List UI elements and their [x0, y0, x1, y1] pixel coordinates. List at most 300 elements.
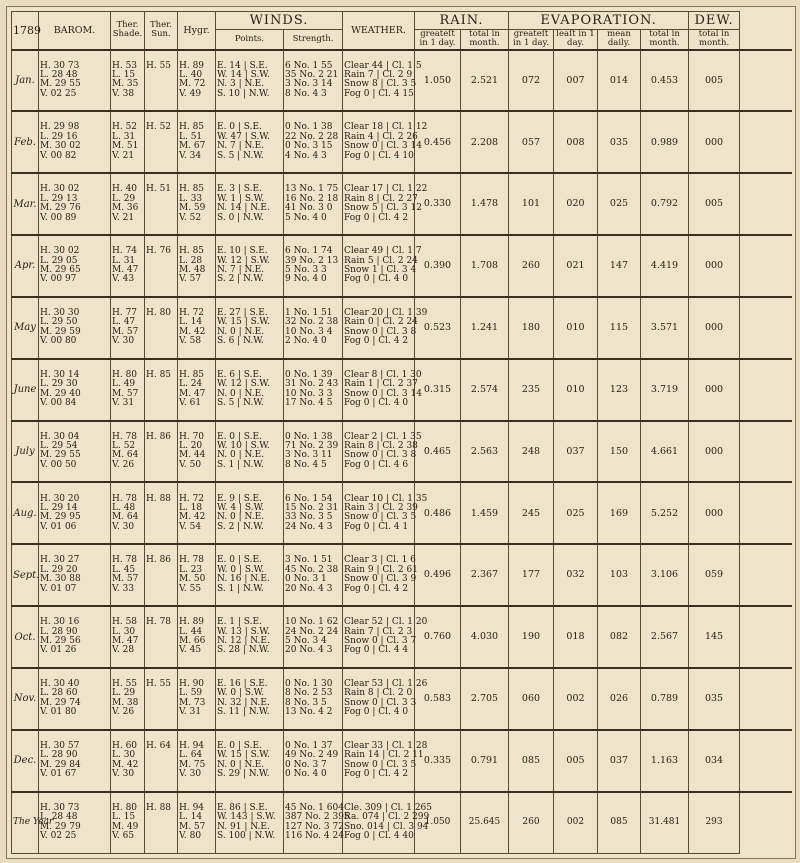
wind-points-cell-line: N. 0 | N.E.	[217, 450, 265, 461]
month-label: May	[12, 297, 39, 359]
evap-least-cell: 018	[554, 606, 598, 668]
ther-sun-cell	[145, 544, 178, 606]
evap-mean-cell: 026	[598, 668, 641, 730]
weather-cell	[343, 606, 428, 668]
month-row	[12, 50, 792, 112]
barometer-cell-line: L. 29 13	[40, 193, 78, 204]
hygrometer-cell-line: H. 78	[179, 555, 205, 566]
hygrometer-cell-line: M. 67	[179, 141, 206, 152]
barometer-cell-line: L. 29 54	[40, 441, 78, 452]
evap-total-cell: 1.163	[641, 730, 689, 792]
evap-greatest-cell: 245	[509, 482, 554, 544]
wind-strength-cell-line: 22 No. 2 28	[285, 131, 339, 142]
evap-total-cell: 3.571	[641, 297, 689, 359]
wind-strength-heading: Strength.	[284, 30, 343, 50]
ther-sun-cell-line	[146, 195, 176, 204]
ther-shade-cell-line: L. 15	[112, 70, 136, 81]
wind-strength-cell-line: 5 No. 3 3	[285, 264, 327, 275]
month-label: Dec.	[12, 730, 39, 792]
hygrometer-cell-line: L. 59	[179, 688, 203, 699]
month-label: Mar.	[12, 173, 39, 235]
hygrometer-cell	[178, 50, 216, 112]
wind-strength-cell	[284, 50, 343, 112]
ther-sun-cell-line: H. 86	[146, 431, 172, 442]
hygrometer-cell	[178, 421, 216, 483]
ther-shade-cell-line: M. 57	[112, 388, 139, 399]
weather-cell-line: Fog 0 | Cl. 4 15	[344, 88, 414, 99]
wind-points-cell-line: S. 5 | N.W.	[217, 150, 264, 161]
ther-shade-cell	[111, 482, 145, 544]
ther-sun-cell	[145, 668, 178, 730]
ther-sun-cell-line	[146, 204, 176, 213]
hygrometer-cell	[178, 730, 216, 792]
ther-shade-cell	[111, 359, 145, 421]
ther-sun-cell-line	[146, 513, 176, 522]
rain-heading: RAIN.	[415, 12, 509, 30]
ther-shade-cell-line: V. 33	[112, 583, 135, 594]
wind-points-cell-line: E. 9 | S.E.	[217, 493, 262, 504]
evap-greatest-cell: 057	[509, 111, 554, 173]
wind-points-cell	[216, 359, 284, 421]
wind-points-cell-line: N. 7 | N.E.	[217, 264, 265, 275]
evap-least-cell: 010	[554, 297, 598, 359]
dew-total-heading: total in month.	[689, 30, 740, 50]
month-row	[12, 111, 792, 173]
rain-total-cell: 1.459	[461, 482, 509, 544]
hygrometer-cell-line: M. 44	[179, 450, 206, 461]
wind-points-cell	[216, 111, 284, 173]
ther-sun-cell-line	[146, 90, 176, 99]
wind-points-cell-line: S. 28 | N.W.	[217, 645, 270, 656]
barometer-cell-line: M. 29 55	[40, 79, 81, 90]
evap-mean-cell: 115	[598, 297, 641, 359]
weather-cell	[343, 668, 428, 730]
hygrometer-cell-line: H. 90	[179, 679, 205, 690]
weather-cell	[343, 482, 428, 544]
evap-greatest-cell: 180	[509, 297, 554, 359]
weather-cell-line: Clear 44 | Cl. 1 5	[344, 60, 422, 71]
dew-cell: 000	[689, 111, 740, 173]
hygrometer-cell-line: H. 72	[179, 493, 205, 504]
weather-cell-line: Fog 0 | Cl. 4 2	[344, 212, 409, 223]
evap-mean-cell: 082	[598, 606, 641, 668]
weather-cell	[343, 421, 422, 483]
evap-total-cell: 2.567	[641, 606, 689, 668]
evap-total-cell: 5.252	[641, 482, 689, 544]
wind-points-cell-line: E. 0 | S.E.	[217, 555, 262, 566]
ther-sun-cell-line: H. 55	[146, 679, 172, 690]
evap-total-cell: 0.989	[641, 111, 689, 173]
weather-cell-line: Rain 7 | Cl. 2 9	[344, 70, 413, 81]
month-label: Feb.	[12, 111, 39, 173]
ther-sun-cell-line	[146, 257, 176, 266]
month-row	[12, 730, 792, 792]
ther-sun-cell-line	[146, 761, 176, 770]
hygrometer-cell-line: H. 85	[179, 184, 205, 195]
wind-points-cell-line: E. 1 | S.E.	[217, 617, 262, 628]
barometer-cell	[39, 730, 111, 792]
weather-cell	[343, 50, 422, 112]
ther-shade-cell	[111, 173, 145, 235]
ther-sun-cell-line	[146, 832, 176, 841]
rain-greatest-cell: 0.486	[415, 482, 461, 544]
evap-least-cell: 025	[554, 482, 598, 544]
ther-shade-cell-line: V. 30	[112, 769, 135, 780]
barometer-heading: BAROM.	[39, 12, 111, 50]
weather-cell	[343, 173, 428, 235]
barometer-cell-line: V. 02 25	[40, 831, 77, 842]
ther-shade-cell-line: V. 28	[112, 645, 135, 656]
barometer-cell	[39, 235, 111, 297]
wind-strength-cell	[284, 544, 343, 606]
ther-shade-cell-line: H. 40	[112, 184, 138, 195]
evap-total-cell: 0.789	[641, 668, 689, 730]
evap-mean-cell: 014	[598, 50, 641, 112]
rain-greatest-cell: 0.330	[415, 173, 461, 235]
ther-shade-cell-line: H. 60	[112, 740, 138, 751]
hygrometer-cell-line: L. 28	[179, 255, 203, 266]
ther-shade-cell	[111, 668, 145, 730]
ther-sun-cell	[145, 111, 178, 173]
weather-cell-line: Fog 0 | Cl. 4 0	[344, 398, 409, 409]
weather-cell-line: Snow 0 | Cl. 3 7	[344, 636, 417, 647]
wind-strength-cell-line: 41 No. 3 0	[285, 203, 333, 214]
barometer-cell-line: M. 29 40	[40, 388, 81, 399]
wind-points-cell-line: S. 2 | N.W.	[217, 274, 264, 285]
ther-shade-cell-line: M. 42	[112, 759, 139, 770]
rain-total-cell: 0.791	[461, 730, 509, 792]
wind-strength-cell-line: 6 No. 1 55	[285, 60, 333, 71]
wind-strength-cell-line: 8 No. 3 5	[285, 697, 327, 708]
wind-strength-cell-line: 20 No. 4 3	[285, 645, 333, 656]
table-header	[12, 12, 792, 50]
thermometer-sun-heading: Ther. Sun.	[145, 12, 178, 50]
evap-least-cell: 021	[554, 235, 598, 297]
ther-sun-cell-line: H. 52	[146, 122, 172, 133]
ther-shade-cell-line: L. 30	[112, 626, 136, 637]
ther-shade-cell-line: H. 78	[112, 431, 138, 442]
barometer-cell-line: H. 29 98	[40, 122, 80, 133]
barometer-cell	[39, 421, 111, 483]
wind-strength-cell-line: 4 No. 4 3	[285, 150, 327, 161]
hygrometer-cell-line: L. 20	[179, 441, 203, 452]
weather-cell-line: Clear 17 | Cl. 1 22	[344, 184, 428, 195]
hygrometer-cell-line: M. 50	[179, 574, 206, 585]
evap-least-cell: 002	[554, 792, 598, 854]
weather-cell-line: Clear 33 | Cl. 1 28	[344, 740, 428, 751]
evap-greatest-cell: 177	[509, 544, 554, 606]
barometer-cell-line: V. 01 80	[40, 707, 77, 718]
ther-shade-cell-line: M. 64	[112, 512, 139, 523]
ther-shade-cell	[111, 235, 145, 297]
evap-greatest-cell: 260	[509, 792, 554, 854]
ther-sun-cell	[145, 730, 178, 792]
evap-mean-cell: 123	[598, 359, 641, 421]
hygrometer-cell-line: H. 85	[179, 369, 205, 380]
hygrometer-cell-line: V. 58	[179, 336, 202, 347]
rain-total-cell: 1.708	[461, 235, 509, 297]
wind-strength-cell-line: 0 No. 1 37	[285, 740, 333, 751]
barometer-cell-line: M. 29 95	[40, 512, 81, 523]
wind-points-cell-line: N. 14 | N.E.	[217, 203, 270, 214]
rain-greatest-cell: 0.760	[415, 606, 461, 668]
rain-total-cell: 2.367	[461, 544, 509, 606]
evap-greatest-cell: 085	[509, 730, 554, 792]
rain-greatest-cell: 1.050	[415, 50, 461, 112]
ther-shade-cell	[111, 792, 145, 854]
rain-greatest-cell: 1.050	[415, 792, 461, 854]
hygrometer-cell-line: L. 23	[179, 564, 203, 575]
ther-sun-cell-line: H. 86	[146, 555, 172, 566]
hygrometer-cell	[178, 111, 216, 173]
wind-strength-cell-line: 0 No. 1 30	[285, 679, 333, 690]
dew-heading: DEW.	[689, 12, 740, 30]
wind-points-cell-line: S. 6 | N.W.	[217, 336, 264, 347]
ther-sun-cell-line: H. 88	[146, 493, 172, 504]
hygrometer-cell	[178, 668, 216, 730]
wind-strength-cell-line: 17 No. 4 5	[285, 398, 333, 409]
month-label: Sept.	[12, 544, 39, 606]
barometer-cell	[39, 50, 111, 112]
wind-strength-cell-line: 6 No. 1 74	[285, 246, 333, 257]
wind-points-cell-line: W. 15 | S.W.	[217, 750, 270, 761]
wind-points-cell-line: W. 13 | S.W.	[217, 626, 270, 637]
weather-cell-line: Rain 0 | Cl. 2 24	[344, 317, 418, 328]
rain-total-heading: total in month.	[461, 30, 509, 50]
ther-sun-cell-line	[146, 566, 176, 575]
hygrometer-cell-line: V. 45	[179, 645, 202, 656]
wind-strength-cell-line: 1 No. 1 51	[285, 308, 333, 319]
barometer-cell-line: M. 30 88	[40, 574, 81, 585]
ther-shade-cell-line: L. 49	[112, 379, 136, 390]
evap-mean-cell: 085	[598, 792, 641, 854]
barometer-cell-line: M. 30 02	[40, 141, 81, 152]
ther-sun-cell-line	[146, 133, 176, 142]
weather-cell-line: Snow 0 | Cl. 3 8	[344, 326, 417, 337]
hygrometer-cell-line: V. 61	[179, 398, 202, 409]
wind-points-cell-line: E. 3 | S.E.	[217, 184, 262, 195]
hygrometer-cell-line: H. 70	[179, 431, 205, 442]
weather-cell	[343, 111, 428, 173]
wind-points-cell-line: S. 0 | N.W.	[217, 212, 264, 223]
ther-sun-cell-line	[146, 318, 176, 327]
barometer-cell	[39, 111, 111, 173]
weather-cell-line: Snow 0 | Cl. 3 9	[344, 574, 417, 585]
barometer-cell	[39, 173, 111, 235]
wind-strength-cell-line: 0 No. 1 39	[285, 369, 333, 380]
ther-sun-cell-line	[146, 585, 176, 594]
wind-strength-cell	[284, 606, 343, 668]
barometer-cell	[39, 668, 111, 730]
ther-sun-cell-line	[146, 813, 176, 822]
month-row	[12, 297, 792, 359]
ther-shade-cell-line: M. 49	[112, 821, 139, 832]
ther-sun-cell-line	[146, 699, 176, 708]
hygrometer-cell	[178, 606, 216, 668]
ther-shade-cell-line: M. 47	[112, 636, 139, 647]
wind-strength-cell-line: 20 No. 4 3	[285, 583, 333, 594]
wind-points-cell-line: W. 47 | S.W.	[217, 131, 270, 142]
evap-total-cell: 4.419	[641, 235, 689, 297]
barometer-cell-line: V. 00 80	[40, 336, 77, 347]
wind-strength-cell-line: 116 No. 4 24	[285, 831, 344, 842]
month-label: Nov.	[12, 668, 39, 730]
barometer-cell-line: H. 30 73	[40, 803, 80, 814]
wind-strength-cell-line: 24 No. 2 24	[285, 626, 339, 637]
evap-least-cell: 020	[554, 173, 598, 235]
wind-strength-cell-line: 13 No. 4 2	[285, 707, 333, 718]
barometer-cell-line: L. 29 16	[40, 131, 78, 142]
hygrometer-cell-line: L. 51	[179, 131, 203, 142]
rain-total-cell: 2.208	[461, 111, 509, 173]
ther-sun-cell	[145, 173, 178, 235]
evap-least-cell: 007	[554, 50, 598, 112]
weather-cell-line: Clear 10 | Cl. 1 35	[344, 493, 428, 504]
weather-cell-line: Clear 3 | Cl. 1 6	[344, 555, 416, 566]
hygrometer-cell-line: L. 44	[179, 626, 203, 637]
evap-mean-cell: 150	[598, 421, 641, 483]
weather-cell-line: Snow 0 | Cl. 3 5	[344, 512, 417, 523]
weather-cell-line: Snow 5 | Cl. 3 12	[344, 203, 422, 214]
rain-greatest-cell: 0.315	[415, 359, 461, 421]
wind-strength-cell-line: 3 No. 3 14	[285, 79, 333, 90]
evap-mean-cell: 025	[598, 173, 641, 235]
wind-strength-cell-line: 16 No. 2 18	[285, 193, 339, 204]
weather-cell-line: Clear 20 | Cl. 1 39	[344, 308, 428, 319]
ther-shade-cell-line: L. 29	[112, 688, 136, 699]
rain-greatest-cell: 0.523	[415, 297, 461, 359]
wind-strength-cell-line: 6 No. 1 54	[285, 493, 333, 504]
barometer-cell-line: L. 28 48	[40, 70, 78, 81]
dew-cell: 000	[689, 421, 740, 483]
wind-points-cell-line: N. 91 | N.E.	[217, 821, 270, 832]
ther-sun-cell-line	[146, 214, 176, 223]
ther-shade-cell-line: L. 52	[112, 441, 136, 452]
wind-points-cell-line: E. 86 | S.E.	[217, 803, 268, 814]
hygrometer-cell	[178, 297, 216, 359]
evap-least-cell: 037	[554, 421, 598, 483]
month-row	[12, 421, 792, 483]
barometer-cell-line: H. 30 14	[40, 369, 80, 380]
barometer-cell-line: L. 29 20	[40, 564, 78, 575]
ther-sun-cell-line	[146, 770, 176, 779]
evap-total-cell: 3.106	[641, 544, 689, 606]
dew-cell: 293	[689, 792, 740, 854]
rain-greatest-cell: 0.465	[415, 421, 461, 483]
hygrometer-cell-line: M. 48	[179, 264, 206, 275]
wind-strength-cell-line: 0 No. 1 38	[285, 431, 333, 442]
wind-points-cell-line: W. 15 | S.W.	[217, 317, 270, 328]
barometer-cell	[39, 359, 111, 421]
ther-sun-cell-line: H. 76	[146, 246, 172, 257]
ther-shade-cell-line: V. 26	[112, 707, 135, 718]
hygrometer-cell-line: L. 18	[179, 502, 203, 513]
barometer-cell	[39, 297, 111, 359]
evap-greatest-cell: 260	[509, 235, 554, 297]
weather-cell-line: Snow 0 | Cl. 3 14	[344, 388, 422, 399]
wind-strength-cell-line: 9 No. 4 0	[285, 274, 327, 285]
wind-points-cell-line: E. 10 | S.E.	[217, 246, 268, 257]
ther-shade-cell-line: V. 65	[112, 831, 135, 842]
ther-shade-cell-line: M. 35	[112, 79, 139, 90]
wind-points-cell-line: S. 1 | N.W.	[217, 583, 264, 594]
table-body	[12, 50, 792, 854]
ther-shade-cell	[111, 50, 145, 112]
wind-strength-cell	[284, 111, 343, 173]
ther-sun-cell-line	[146, 628, 176, 637]
wind-strength-cell-line: 5 No. 3 4	[285, 636, 327, 647]
hygrometer-cell	[178, 173, 216, 235]
weather-cell	[343, 359, 422, 421]
hygrometer-cell-line: V. 57	[179, 274, 202, 285]
hygrometer-cell-line: V. 52	[179, 212, 202, 223]
hygrometer-cell-line: V. 54	[179, 521, 202, 532]
barometer-cell-line: V. 01 67	[40, 769, 77, 780]
barometer-cell-line: L. 29 14	[40, 502, 78, 513]
weather-heading: WEATHER.	[343, 12, 415, 50]
ther-shade-cell-line: M. 36	[112, 203, 139, 214]
weather-cell-line: Fog 0 | Cl. 4 6	[344, 459, 409, 470]
barometer-cell-line: H. 30 02	[40, 246, 80, 257]
weather-cell-line: Fog 0 | Cl. 4 10	[344, 150, 414, 161]
weather-cell-line: Cle. 309 | Cl. 1 265	[344, 803, 432, 814]
wind-strength-cell-line: 10 No. 3 4	[285, 326, 333, 337]
wind-points-cell-line: W. 12 | S.W.	[217, 379, 270, 390]
evap-greatest-cell: 060	[509, 668, 554, 730]
month-row	[12, 482, 792, 544]
ther-sun-cell-line	[146, 337, 176, 346]
hygrometer-cell-line: V. 49	[179, 88, 202, 99]
evap-greatest-cell: 248	[509, 421, 554, 483]
hygrometer-cell-line: V. 80	[179, 831, 202, 842]
wind-strength-cell	[284, 297, 343, 359]
evap-mean-cell: 035	[598, 111, 641, 173]
wind-points-cell-line: S. 10 | N.W.	[217, 88, 270, 99]
wind-points-cell-line: N. 0 | N.E.	[217, 388, 265, 399]
ther-sun-cell-line	[146, 523, 176, 532]
wind-points-cell-line: N. 0 | N.E.	[217, 326, 265, 337]
wind-points-cell-line: E. 6 | S.E.	[217, 369, 262, 380]
wind-strength-cell-line: 127 No. 3 72	[285, 821, 344, 832]
wind-points-cell-line: E. 0 | S.E.	[217, 122, 262, 133]
month-label: Aug.	[12, 482, 39, 544]
ther-shade-cell-line: H. 78	[112, 493, 138, 504]
hygrometer-cell-line: H. 94	[179, 803, 205, 814]
weather-cell-line: Snow 0 | Cl. 3 14	[344, 141, 422, 152]
barometer-cell-line: L. 28 90	[40, 750, 78, 761]
dew-cell: 005	[689, 173, 740, 235]
wind-strength-cell-line: 0 No. 4 0	[285, 769, 327, 780]
ther-sun-cell	[145, 359, 178, 421]
wind-strength-cell-line: 8 No. 2 53	[285, 688, 333, 699]
barometer-cell-line: H. 30 16	[40, 617, 80, 628]
rain-total-cell: 2.563	[461, 421, 509, 483]
month-label: June	[12, 359, 39, 421]
hygrometer-heading: Hygr.	[178, 12, 216, 50]
evap-least-heading: leaſt in 1 day.	[554, 30, 598, 50]
weather-cell-line: Rain 8 | Cl. 2 27	[344, 193, 418, 204]
ther-shade-cell-line: L. 45	[112, 564, 136, 575]
weather-cell	[343, 792, 432, 854]
barometer-cell	[39, 544, 111, 606]
wind-strength-cell-line: 15 No. 2 31	[285, 502, 339, 513]
ther-shade-cell-line: V. 43	[112, 274, 135, 285]
barometer-cell-line: H. 30 57	[40, 740, 80, 751]
barometer-cell-line: V. 00 97	[40, 274, 77, 285]
rain-greatest-cell: 0.583	[415, 668, 461, 730]
month-row	[12, 173, 792, 235]
evap-greatest-cell: 190	[509, 606, 554, 668]
